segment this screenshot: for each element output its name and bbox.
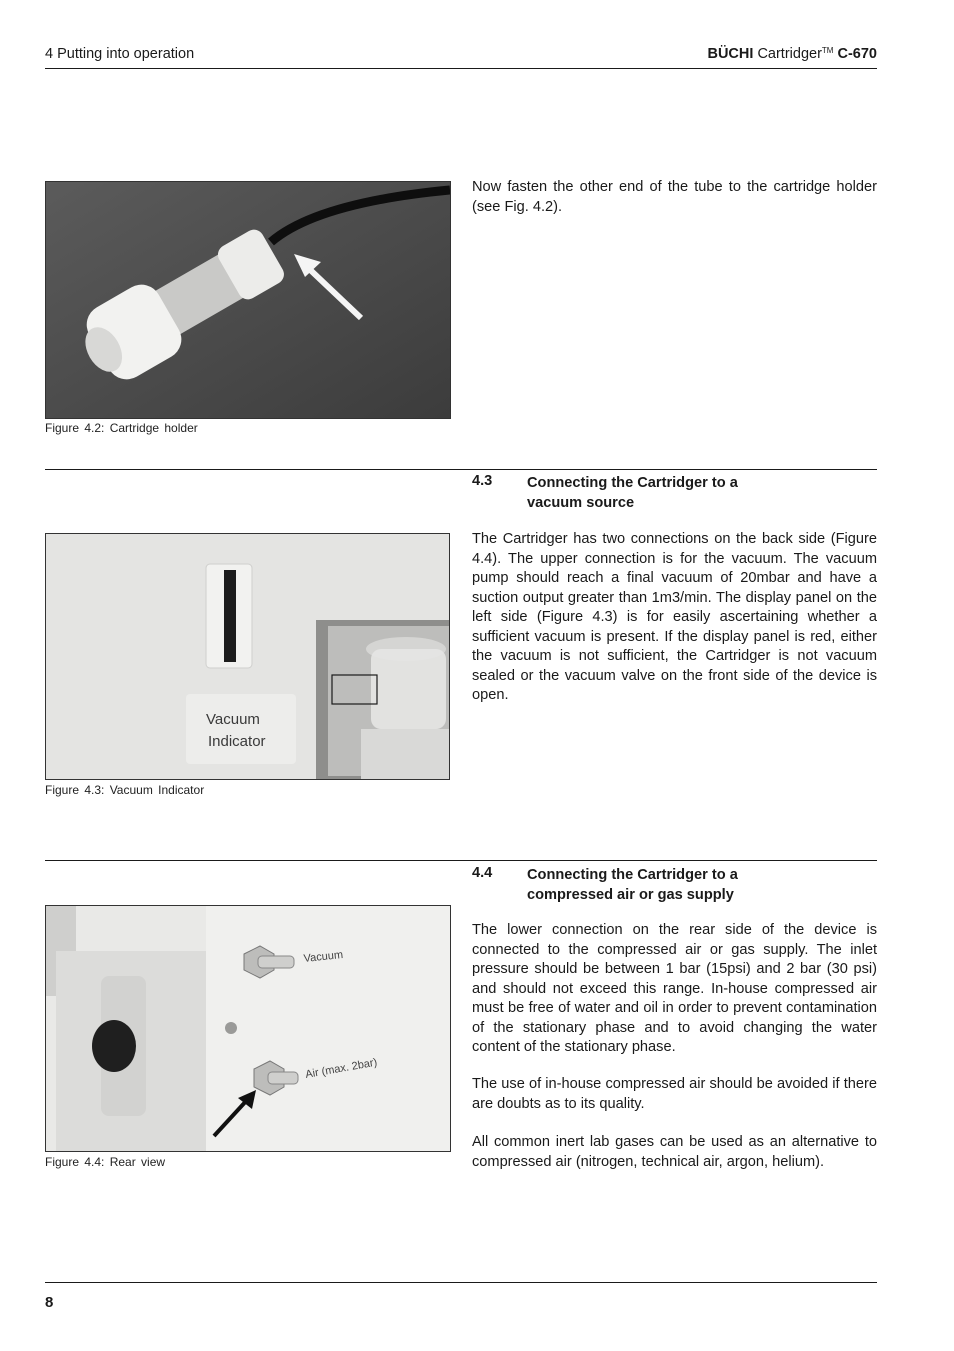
figure-vacuum-indicator-photo (45, 533, 450, 780)
section-title-line: vacuum source (527, 495, 635, 511)
section-paragraph: The Cartridger has two connections on the back side (Figure 4.4). The upper connection is for the vacuum. The vacuum pump should reach a final vacuum of 20mbar and have a suction output greater than 1m3/min. The display panel on the left side (Figure 4.3) is for easily ascertaining whether a sufficient vacuum is present. If the display panel is red, either the vacuum is not sufficient, the Cartridger is not vacuum sealed or the vacuum valve on the front side of the device is open. (472, 531, 877, 703)
figure-rear-view-photo (45, 905, 451, 1152)
trademark-mark: TM (821, 46, 834, 55)
figure-caption: Figure 4.4: Rear view (45, 1155, 166, 1169)
section-title-line: Connecting the Cartridger to a (527, 867, 738, 883)
model-name: C-670 (837, 46, 877, 62)
section-rule (45, 860, 877, 861)
section-paragraph: The use of in-house compressed air should be avoided if there are doubts as to its quality. (472, 1076, 877, 1112)
intro-paragraph: Now fasten the other end of the tube to the cartridge holder (see Fig. 4.2). (472, 179, 877, 215)
section-title-line: compressed air or gas supply (527, 887, 734, 903)
section-number: 4.3 (472, 473, 493, 489)
section-paragraph: The lower connection on the rear side of the device is connected to the compressed air or gas supply. The inlet pressure should be between 1 bar (15psi) and 2 bar (30 psi) and should not exceed this range. In-house compressed air must be free of water and oil in order to prevent contamination of the stationary phase and to avoid changing the water content of the stationary phase. (472, 922, 877, 1055)
running-header-section: 4 Putting into operation (45, 46, 195, 62)
figure-caption: Figure 4.3: Vacuum Indicator (45, 783, 205, 797)
figure-cartridge-holder-photo (45, 181, 451, 419)
product-name: Cartridger (757, 46, 822, 62)
footer-rule (45, 1282, 877, 1283)
section-title (527, 473, 827, 513)
section-paragraph: All common inert lab gases can be used as an alternative to compressed air (nitrogen, technical air, argon, helium). (472, 1134, 877, 1170)
header-rule (45, 68, 877, 69)
running-header-product (707, 46, 877, 62)
vacuum-label-line2: Indicator (208, 733, 266, 750)
section-title (527, 865, 827, 905)
page-number: 8 (45, 1294, 54, 1311)
section-title-line: Connecting the Cartridger to a (527, 475, 738, 491)
figure-caption: Figure 4.2: Cartridge holder (45, 421, 198, 435)
brand-name: BÜCHI (707, 46, 754, 62)
section-rule (45, 469, 877, 470)
vacuum-label-line1: Vacuum (206, 711, 260, 728)
vacuum-port-label: Vacuum (303, 948, 344, 965)
air-port-label: Air (max. 2bar) (304, 1056, 379, 1081)
section-number: 4.4 (472, 865, 493, 881)
